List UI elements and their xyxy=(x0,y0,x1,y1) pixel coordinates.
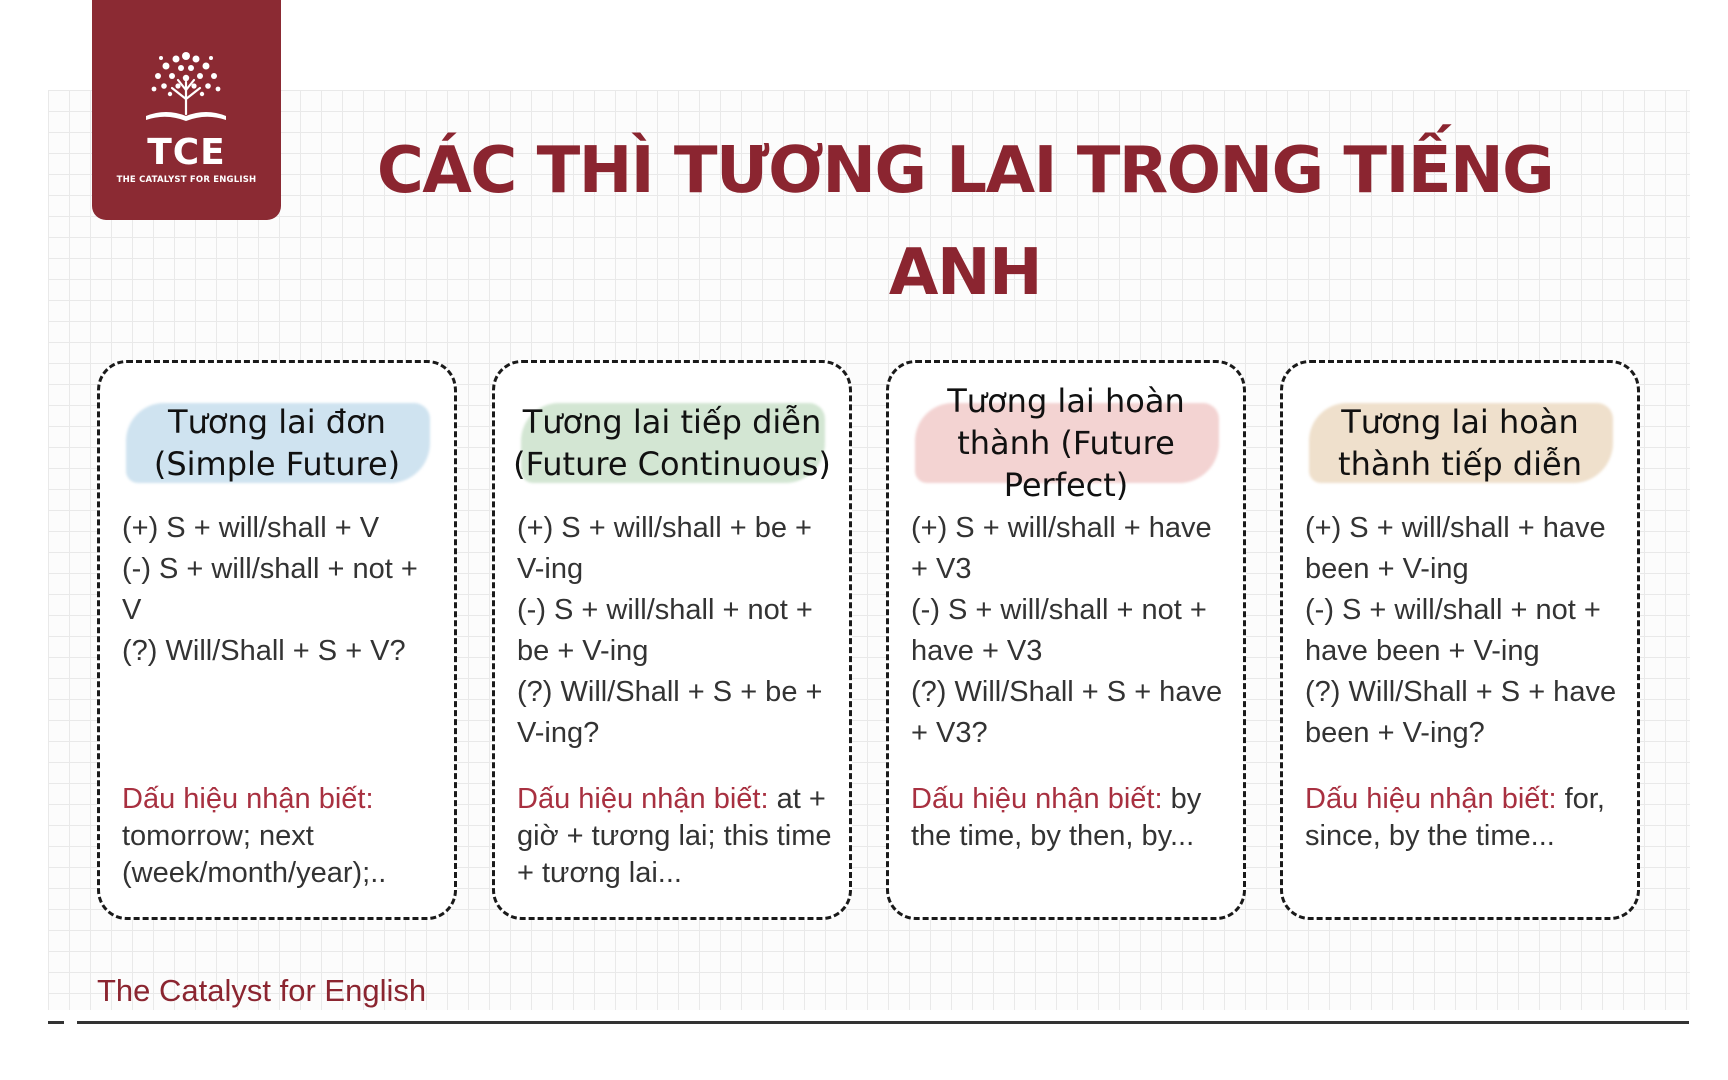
card-title: Tương lai hoàn thành (Future Perfect) xyxy=(947,382,1185,504)
card-title: Tương lai hoàn thành tiếp diễn xyxy=(1338,403,1582,483)
page-title: CÁC THÌ TƯƠNG LAI TRONG TIẾNG ANH xyxy=(376,134,1554,310)
tense-card-future-continuous xyxy=(492,360,852,920)
signs-text: for, since, by the time... xyxy=(1305,783,1605,852)
card-heading xyxy=(1293,393,1627,493)
formula-list xyxy=(122,508,436,672)
formula-negative: (-) S + will/shall + not + be + V-ing xyxy=(517,594,813,667)
footer-brand-text: The Catalyst for English xyxy=(97,973,427,1008)
signs-label: Dấu hiệu nhận biết xyxy=(517,783,761,815)
footer-divider-line xyxy=(77,1021,1689,1024)
formula-negative: (-) S + will/shall + not + V xyxy=(122,553,418,626)
logo-tagline: THE CATALYST FOR ENGLISH xyxy=(116,175,257,185)
signs-colon: : xyxy=(1548,783,1557,815)
signs-text: by the time, by then, by... xyxy=(911,783,1202,852)
formula-negative: (-) S + will/shall + not + have + V3 xyxy=(911,594,1207,667)
signs-text: tomorrow; next (week/month/year);.. xyxy=(122,820,387,889)
formula-affirmative: (+) S + will/shall + have + V3 xyxy=(911,512,1212,585)
logo-name: TCE xyxy=(147,132,226,173)
signs-colon: : xyxy=(1154,783,1163,815)
formula-question: (?) Will/Shall + S + have been + V-ing? xyxy=(1305,676,1617,749)
signs-block xyxy=(517,781,833,892)
tense-card-future-perfect-continuous xyxy=(1280,360,1640,920)
signs-label: Dấu hiệu nhận biết xyxy=(1305,783,1549,815)
tense-card-simple-future xyxy=(97,360,457,920)
formula-negative: (-) S + will/shall + not + have been + V-ing xyxy=(1305,594,1601,667)
brand-logo xyxy=(92,0,281,220)
tree-book-icon xyxy=(136,44,236,134)
signs-colon: : xyxy=(760,783,769,815)
signs-colon: : xyxy=(365,783,374,815)
formula-question: (?) Will/Shall + S + have + V3? xyxy=(911,676,1223,749)
formula-affirmative: (+) S + will/shall + V xyxy=(122,512,380,544)
formula-list xyxy=(1305,508,1619,754)
card-title: Tương lai đơn (Simple Future) xyxy=(153,403,401,483)
formula-list xyxy=(911,508,1225,754)
card-heading xyxy=(110,393,444,493)
card-heading xyxy=(505,393,839,493)
formula-affirmative: (+) S + will/shall + be + V-ing xyxy=(517,512,812,585)
signs-block xyxy=(911,781,1227,855)
signs-block xyxy=(122,781,438,892)
signs-block xyxy=(1305,781,1621,855)
card-heading xyxy=(899,382,1233,504)
tense-card-future-perfect xyxy=(886,360,1246,920)
signs-label: Dấu hiệu nhận biết xyxy=(122,783,366,815)
card-title: Tương lai tiếp diễn (Future Continuous) xyxy=(513,403,831,483)
formula-question: (?) Will/Shall + S + be + V-ing? xyxy=(517,676,823,749)
formula-affirmative: (+) S + will/shall + have been + V-ing xyxy=(1305,512,1606,585)
footer-divider-dash xyxy=(48,1021,64,1024)
formula-question: (?) Will/Shall + S + V? xyxy=(122,635,406,667)
signs-text: at + giờ + tương lai; this time + tương lai... xyxy=(517,783,832,889)
signs-label: Dấu hiệu nhận biết xyxy=(911,783,1155,815)
formula-list xyxy=(517,508,831,754)
